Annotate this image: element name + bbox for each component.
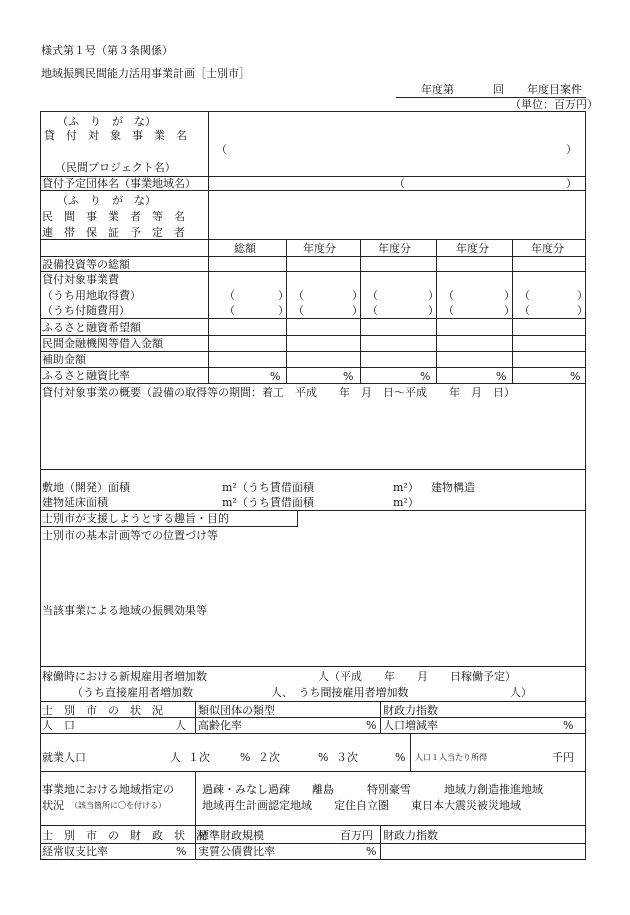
tertiary-label: ３次 bbox=[336, 751, 358, 764]
col-divider bbox=[410, 733, 411, 771]
floor-area-label: 建物延床面積 bbox=[42, 496, 108, 509]
paren-close: ） bbox=[278, 304, 289, 317]
similar-type-label: 類似団体の類型 bbox=[198, 704, 275, 717]
income-label: 人口１人当たり所得 bbox=[415, 753, 487, 762]
paren-close: ） bbox=[428, 289, 439, 302]
operator-furigana: （ふ り が な） bbox=[57, 194, 156, 207]
fiscal-status-label: 士 別 市 の 財 政 状 況 bbox=[42, 829, 207, 842]
borrower-label: 貸付予定団体名（事業地域名） bbox=[42, 177, 196, 190]
row-line bbox=[40, 843, 586, 844]
row-subsidy: 補助金額 bbox=[42, 353, 86, 366]
designation-items-2: 地域再生計画認定地域 定住自立圏 東日本大震災被災地域 bbox=[202, 799, 521, 812]
row-land: （うち用地取得費） bbox=[42, 289, 141, 302]
row-line bbox=[40, 701, 586, 702]
paren-open: （ bbox=[224, 304, 235, 317]
paren-open: （ bbox=[394, 177, 405, 190]
row-line bbox=[40, 383, 586, 384]
percent-mark: % bbox=[420, 370, 431, 383]
form-number: 様式第１号（第３条関係） bbox=[41, 44, 173, 57]
paren-open: （ bbox=[443, 289, 454, 302]
project-label: 貸 付 対 象 事 業 名 bbox=[44, 129, 187, 142]
form-title: 地域振興民間能力活用事業計画［士別市］ bbox=[41, 67, 250, 80]
std-scale-label: 標準財政規模 bbox=[198, 829, 264, 842]
site-area-label: 敷地（開発）面積 bbox=[42, 481, 130, 494]
million-yen-unit: 百万円 bbox=[340, 829, 373, 842]
row-line bbox=[40, 271, 586, 272]
paren-open: （ bbox=[293, 304, 304, 317]
floor-area-unit-close: m²） bbox=[393, 496, 419, 509]
paren-close: ） bbox=[428, 304, 439, 317]
row-loan-cost: 貸付対象事業費 bbox=[42, 273, 119, 286]
effect-label: 当該事業による地域の振興効果等 bbox=[42, 604, 207, 617]
percent-mark: % bbox=[563, 719, 574, 732]
project-furigana: （ふ り が な） bbox=[57, 115, 156, 128]
percent-mark: % bbox=[343, 370, 354, 383]
row-line bbox=[40, 239, 586, 240]
indirect-employment-label: 人、 うち間接雇用者増加数 bbox=[271, 686, 409, 699]
paren-close: ） bbox=[352, 289, 363, 302]
paren-close: ） bbox=[577, 289, 588, 302]
guarantor-label: 連 帯 保 証 予 定 者 bbox=[42, 226, 185, 239]
thousand-yen-unit: 千円 bbox=[552, 751, 574, 764]
percent-mark: % bbox=[270, 370, 281, 383]
row-line bbox=[40, 318, 586, 319]
row-furusato: ふるさと融資希望額 bbox=[42, 321, 141, 334]
structure-label: 建物構造 bbox=[431, 481, 475, 494]
plan-label: 年度目案件 bbox=[527, 83, 582, 96]
person-unit: 人 bbox=[175, 719, 186, 732]
percent-mark: % bbox=[366, 845, 377, 858]
current-ratio-label: 経常収支比率 bbox=[42, 845, 108, 858]
row-ratio: ふるさと融資比率 bbox=[42, 369, 130, 382]
row-line bbox=[40, 351, 586, 352]
col-year: 年度分 bbox=[456, 242, 489, 255]
designation-note: （該当箇所に〇を付ける） bbox=[70, 801, 166, 810]
purpose-label: 士別市が支援しようとする趣旨・目的 bbox=[42, 512, 229, 525]
row-line bbox=[40, 733, 586, 734]
paren-close: ） bbox=[504, 289, 515, 302]
col-total: 総額 bbox=[234, 242, 256, 255]
percent-mark: % bbox=[176, 845, 187, 858]
paren-open: （ bbox=[367, 304, 378, 317]
row-line bbox=[40, 367, 586, 368]
direct-employment-label: （うち直接雇用者増加数 bbox=[72, 686, 193, 699]
floor-area-unit: m²（うち賃借面積 bbox=[222, 496, 314, 509]
positioning-label: 士別市の基本計画等での位置づけ等 bbox=[42, 529, 218, 542]
row-line bbox=[40, 771, 586, 772]
label-column-divider bbox=[208, 111, 209, 383]
paren-open: （ bbox=[443, 304, 454, 317]
paren-open: （ bbox=[519, 304, 530, 317]
population-label: 人 口 bbox=[42, 719, 75, 732]
row-equipment: 設備投資等の総額 bbox=[42, 258, 130, 271]
fiscal-index-label: 財政力指数 bbox=[383, 704, 438, 717]
operator-label: 民 間 事 業 者 等 名 bbox=[42, 210, 185, 223]
overview-label: 貸付対象事業の概要（設備の取得等の期間：着工 平成 年 月 日〜平成 年 月 日） bbox=[42, 386, 515, 399]
percent-mark: % bbox=[496, 370, 507, 383]
percent-mark: % bbox=[366, 719, 377, 732]
row-incidental: （うち付随費用） bbox=[42, 304, 130, 317]
private-project-label: （民間プロジェクト名） bbox=[55, 161, 176, 174]
employment-close: 人） bbox=[510, 686, 532, 699]
round-label: 回 bbox=[493, 83, 504, 96]
col-year: 年度分 bbox=[378, 242, 411, 255]
percent-mark: % bbox=[240, 751, 251, 764]
row-line bbox=[40, 666, 586, 667]
city-status-label: 士 別 市 の 状 況 bbox=[42, 704, 163, 717]
col-year: 年度分 bbox=[303, 242, 336, 255]
unit-label: （単位：百万円） bbox=[510, 98, 598, 111]
workers-label: 就業人口 bbox=[42, 751, 86, 764]
aging-label: 高齢化率 bbox=[198, 719, 242, 732]
col-divider bbox=[195, 771, 196, 825]
percent-mark: % bbox=[318, 751, 329, 764]
designation-label-status: 状況 bbox=[42, 799, 64, 812]
row-private-loan: 民間金融機関等借入金額 bbox=[42, 337, 163, 350]
row-line bbox=[40, 717, 586, 718]
pop-change-label: 人口増減率 bbox=[383, 719, 438, 732]
col-divider bbox=[380, 825, 381, 860]
site-area-unit: m²（うち賃借面積 bbox=[222, 481, 314, 494]
paren-open: （ bbox=[367, 289, 378, 302]
paren-close: ） bbox=[504, 304, 515, 317]
row-line bbox=[40, 469, 586, 470]
designation-items-1: 過疎・みなし過疎 離島 特別豪雪 地域力創造推進地域 bbox=[202, 783, 543, 796]
row-line bbox=[40, 335, 586, 336]
col-divider bbox=[195, 701, 196, 733]
paren-close: ） bbox=[352, 304, 363, 317]
percent-mark: % bbox=[395, 751, 406, 764]
col-year: 年度分 bbox=[531, 242, 564, 255]
site-area-unit-close: m²） bbox=[393, 481, 419, 494]
paren-open: （ bbox=[216, 143, 227, 156]
year-label: 年度第 bbox=[421, 83, 454, 96]
row-line bbox=[40, 825, 586, 826]
row-line bbox=[40, 256, 586, 257]
percent-mark: % bbox=[570, 370, 581, 383]
debt-ratio-label: 実質公債費比率 bbox=[198, 845, 275, 858]
col-divider bbox=[380, 701, 381, 733]
paren-open: （ bbox=[519, 289, 530, 302]
paren-open: （ bbox=[224, 289, 235, 302]
paren-open: （ bbox=[293, 289, 304, 302]
paren-close: ） bbox=[577, 304, 588, 317]
primary-label: １次 bbox=[188, 751, 210, 764]
designation-label: 事業地における地域指定の bbox=[42, 783, 174, 796]
row-line bbox=[40, 190, 586, 191]
workers-person-unit: 人 bbox=[170, 751, 181, 764]
employment-detail: 人（平成 年 月 日稼働予定） bbox=[318, 670, 516, 683]
paren-close: ） bbox=[566, 143, 577, 156]
paren-close: ） bbox=[566, 177, 577, 190]
secondary-label: ２次 bbox=[258, 751, 280, 764]
fiscal-index-label: 財政力指数 bbox=[383, 829, 438, 842]
employment-label: 稼働時における新規雇用者増加数 bbox=[42, 670, 207, 683]
paren-close: ） bbox=[278, 289, 289, 302]
